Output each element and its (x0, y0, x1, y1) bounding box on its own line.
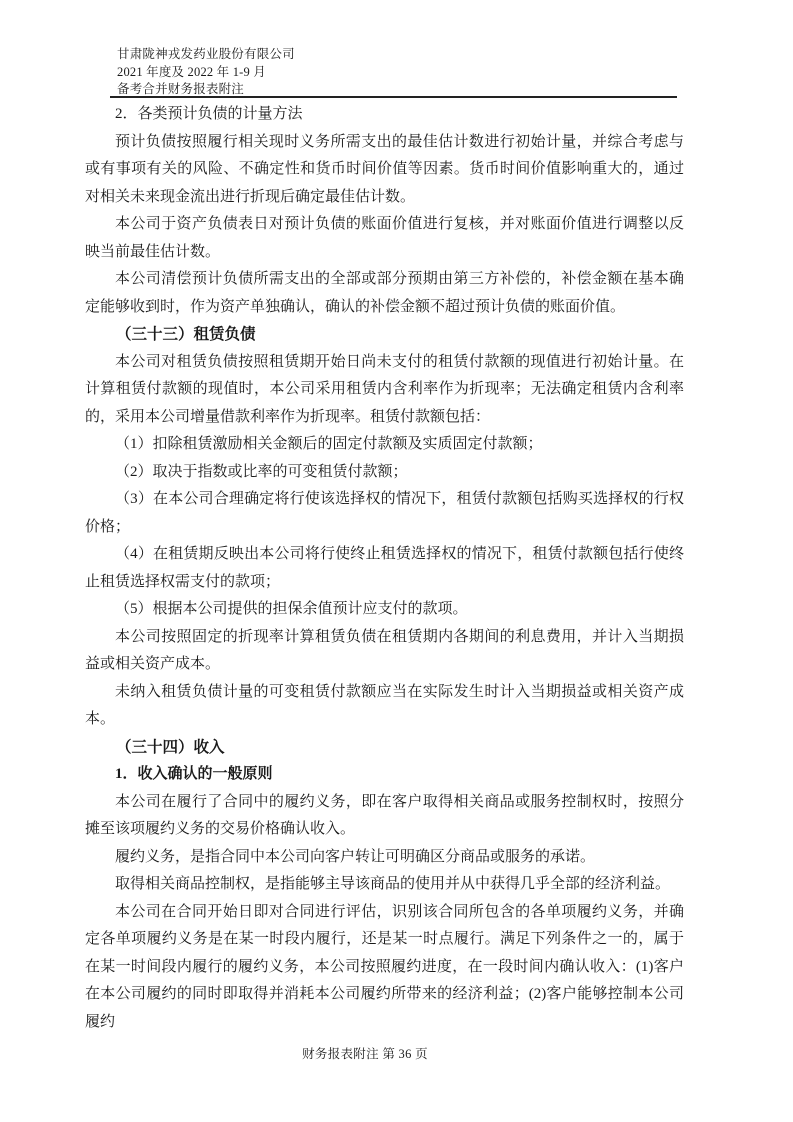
section-34-heading: （三十四）收入 (116, 738, 225, 756)
list-item: （1）扣除租赁激励相关金额后的固定付款额及实质固定付款额； (115, 436, 543, 452)
list-item: （4）在租赁期反映出本公司将行使终止租赁选择权的情况下，租赁付款额包括行使终止租赁选择权需支付的款项； (85, 546, 684, 590)
report-period: 2021 年度及 2022 年 1-9 月 (117, 64, 266, 79)
paragraph: 履约义务，是指合同中本公司向客户转让可明确区分商品或服务的承诺。 (115, 848, 596, 865)
document-title: 备考合并财务报表附注 (117, 82, 245, 96)
paragraph: 未纳入租赁负债计量的可变租赁付款额应当在实际发生时计入当期损益或相关资产成本。 (85, 683, 684, 727)
paragraph: 本公司清偿预计负债所需支出的全部或部分预期由第三方补偿的，补偿金额在基本确定能够收到时，作为资产单独确认，确认的补偿金额不超过预计负债的账面价值。 (85, 271, 684, 315)
page-footer: 财务报表附注 第 36 页 (302, 1047, 428, 1061)
paragraph: 本公司在合同开始日即对合同进行评估，识别该合同所包含的各单项履约义务，并确定各单项履约义务是在某一时段内履行，还是某一时点履行。满足下列条件之一的，属于在某一时间段内履行的履约义务，本公司按照履约进度，在一段时间内确认收入：(1)客户在本公司履约的同时即取得并消耗本公司履约所带来的经济利益；(2)客户能够控制本公司履约 (85, 903, 684, 1030)
paragraph: 本公司在履行了合同中的履约义务，即在客户取得相关商品或服务控制权时，按照分摊至该项履约义务的交易价格确认收入。 (85, 793, 684, 837)
document-body (85, 101, 684, 1036)
provisions-measurement-heading: 2．各类预计负债的计量方法 (115, 106, 303, 122)
list-item: （5）根据本公司提供的担保余值预计应支付的款项。 (115, 601, 468, 617)
list-item: （2）取决于指数或比率的可变租赁付款额； (115, 463, 408, 480)
paragraph: 预计负债按照履行相关现时义务所需支出的最佳估计数进行初始计量，并综合考虑与或有事项有关的风险、不确定性和货币时间价值等因素。货币时间价值影响重大的，通过对相关未来现金流出进行折现后确定最佳估计数。 (85, 133, 684, 205)
list-item: （3）在本公司合理确定将行使该选择权的情况下，租赁付款额包括购买选择权的行权价格； (85, 491, 684, 535)
paragraph: 本公司于资产负债表日对预计负债的账面价值进行复核，并对账面价值进行调整以反映当前最佳估计数。 (85, 216, 684, 260)
document-header (117, 46, 295, 99)
company-name: 甘肃陇神戎发药业股份有限公司 (117, 47, 295, 61)
header-rule (110, 96, 677, 98)
section-33-heading: （三十三）租赁负债 (116, 326, 256, 343)
paragraph: 取得相关商品控制权，是指能够主导该商品的使用并从中获得几乎全部的经济利益。 (115, 876, 671, 892)
paragraph: 本公司按照固定的折现率计算租赁负债在租赁期内各期间的利息费用，并计入当期损益或相关资产成本。 (85, 628, 684, 672)
paragraph: 本公司对租赁负债按照租赁期开始日尚未支付的租赁付款额的现值进行初始计量。在计算租赁付款额的现值时，本公司采用租赁内含利率作为折现率；无法确定租赁内含利率的，采用本公司增量借款利率作为折现率。租赁付款额包括： (85, 353, 684, 425)
revenue-general-principle-heading: 1．收入确认的一般原则 (115, 766, 273, 782)
